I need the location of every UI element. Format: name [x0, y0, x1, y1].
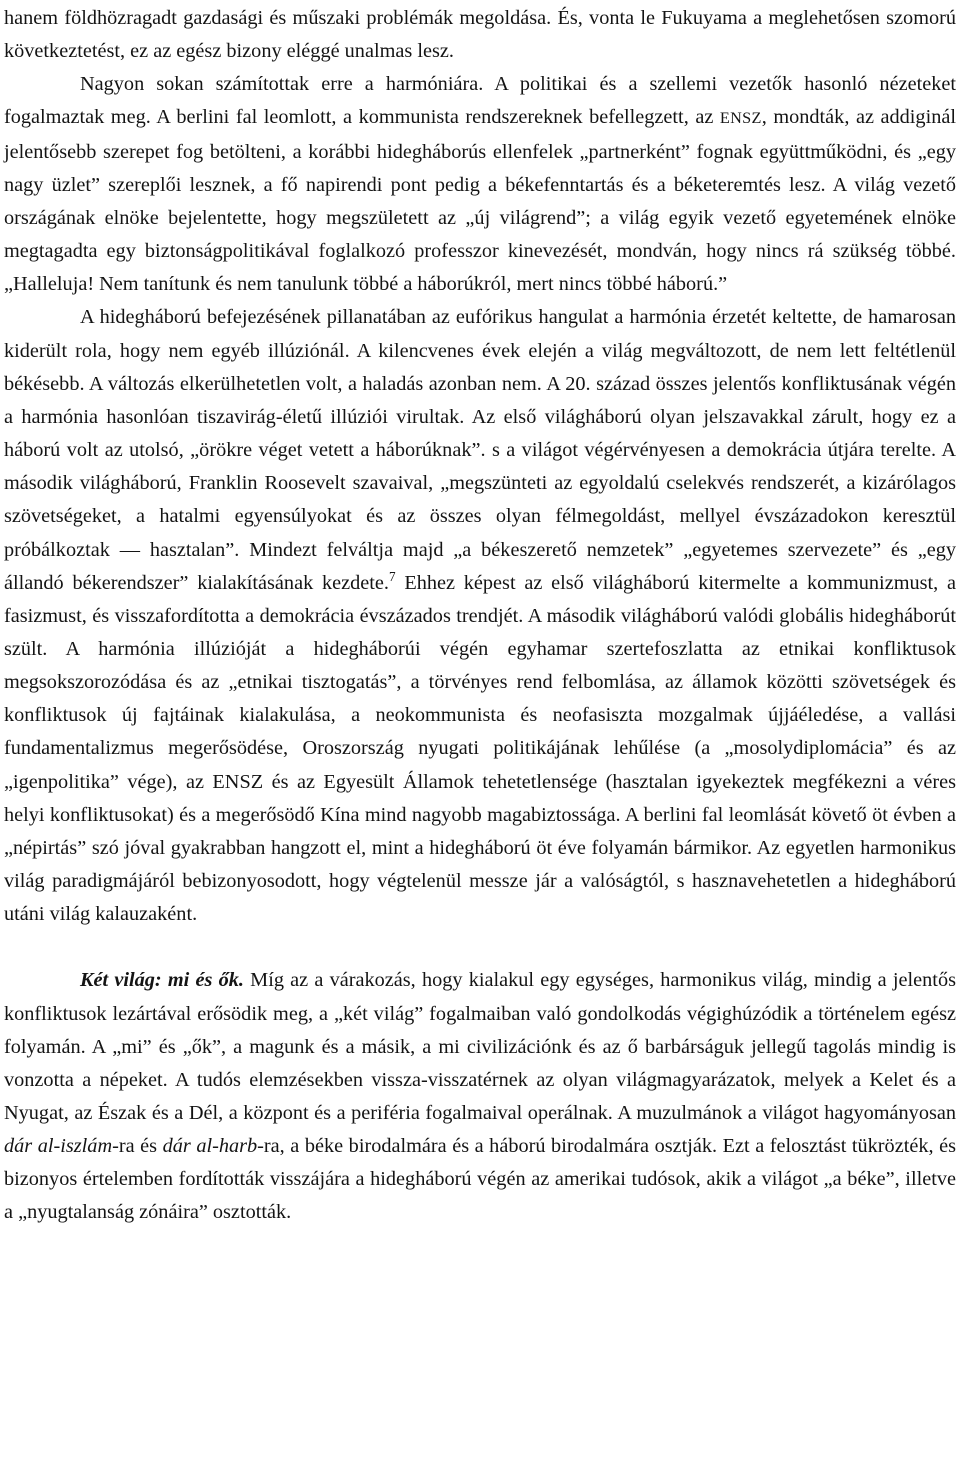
paragraph-4-text-c: -ra, a béke birodalmára és a háború birodalmára osztják. Ezt a felosztást tükrözték, és bizonyos értelemben fordították visszájára a hidegháború végén az amerikai tudósok, akik a világot „a béke”, illetve a „nyugtalanság zónáira” osztották.	[4, 1135, 956, 1224]
paragraph-4	[4, 964, 956, 1229]
paragraph-1-text: hanem földhözragadt gazdasági és műszaki problémák megoldása. És, vonta le Fukuyama a meglehetősen szomorú következtetést, ez az egész bizony eléggé unalmas lesz.	[4, 7, 956, 63]
footnote-ref-7[interactable]: 7	[388, 568, 396, 584]
paragraph-3-text-a: A hidegháború befejezésének pillanatában az eufórikus hangulat a harmónia érzetét keltette, de hamarosan kiderült rola, hogy nem egyéb illúziónál. A kilencvenes évek elején a világ megváltozott, de nem lett feltétlenül békésebb. A változás elkerülhetetlen volt, a haladás azonban nem. A 20. század összes jelentős konfliktusának végén a harmónia hasonlóan tiszavirág-életű illúziói virultak. Az első világháború olyan jelszavakkal zárult, hogy ez a háború volt az utolsó, „örökre véget vetett a háborúknak”. s a világot végérvényesen a demokrácia útjára terelte. A második világháború, Franklin Roosevelt szavaival, „megszünteti az egyoldalú cselekvés rendszerét, a kizárólagos szövetségeket, a hatalmi egyensúlyokat és az összes olyan félmegoldást, mellyel évszázadokon keresztül próbálkoztak — hasztalan”. Mindezt felváltja majd „a békeszerető nemzetek” „egyetemes szervezete” és „egy állandó békerendszer” kialakításának kezdete.	[4, 306, 956, 594]
paragraph-2-text-a: Nagyon sokan számítottak erre a harmóniára. A politikai és a szellemi vezetők hasonló nézeteket fogalmaztak meg. A berlini fal leomlott, a kommunista rendszereknek befellegzett, az	[4, 73, 956, 129]
paragraph-2	[4, 68, 956, 301]
paragraph-3	[4, 301, 956, 931]
section-heading: Két világ: mi és ők.	[80, 969, 244, 992]
paragraph-1	[4, 2, 956, 68]
acronym-ensz: ENSZ	[719, 109, 762, 128]
paragraph-2-text-b: , mondták, az addiginál jelentősebb szerepet fog betölteni, a korábbi hidegháborús ellenfelek „partnerként” fognak együttműködni, és „egy nagy üzlet” szereplői lesznek, a fő napirendi pont pedig a békefenntartás és a béketeremtés lesz. A világ vezető országának elnöke bejelentette, hogy megszületett az „új világrend”; a világ egyik vezető egyetemének elnöke megtagadta egy biztonságpolitikával foglalkozó professzor kinevezését, mondván, hogy nincs rá szükség többé. „Halleluja! Nem tanítunk és nem tanulunk többé a háborúkról, mert nincs többé háború.”	[4, 106, 956, 296]
paragraph-3-text-b: Ehhez képest az első világháború kitermelte a kommunizmust, a fasizmust, és visszafordította a demokrácia évszázados trendjét. A második világháború valódi globális hidegháborút szült. A harmónia illúzióját a hidegháborúi végén egyhamar szertefoszlatta az etnikai konfliktusok megsokszorozódása és az „etnikai tisztogatás”, a törvényes rend felbomlása, az államok közötti szövetségek és konfliktusok új fajtáinak kialakulása, a neokommunista és neofasiszta mozgalmak újjáéledése, a vallási fundamentalizmus megerősödése, Oroszország nyugati politikájának lehűlése (a „mosolydiplomácia” és az „igenpolitika” vége), az ENSZ és az Egyesült Államok tehetetlensége (hasztalan igyekeztek megfékezni a véres helyi konfliktusokat) és a megerősödő Kína mind nagyobb magabiztossága. A berlini fal leomlását követő öt évben a „népirtás” szó jóval gyakrabban hangzott el, mint a hidegháború öt éve folyamán bármikor. Az egyetlen harmonikus világ paradigmájáról bebizonyosodott, hogy végtelenül messze jár a valóságtól, s hasznavehetetlen a hidegháború utáni világ kalauzaként.	[4, 571, 956, 926]
paragraph-4-text-b: -ra és	[112, 1135, 163, 1158]
paragraph-4-text-a: Míg az a várakozás, hogy kialakul egy egységes, harmonikus világ, mindig a jelentős konfliktusok lezártával erősödik meg, a „két világ” fogalmaiban való gondolkodás végighúzódik a történelem egész folyamán. A „mi” és „ők”, a magunk és a másik, a mi civilizációnk és az ő barbárságuk jellegű tagolás mindig is vonzotta a népeket. A tudós elemzésekben vissza-visszatérnek az olyan világmagyarázatok, melyek a Kelet és a Nyugat, az Észak és a Dél, a központ és a periféria fogalmaival operálnak. A muzulmánok a világot hagyományosan	[4, 969, 956, 1124]
term-dar-al-harb: dár al-harb	[162, 1135, 258, 1158]
term-dar-al-iszlam: dár al-iszlám	[4, 1135, 113, 1158]
